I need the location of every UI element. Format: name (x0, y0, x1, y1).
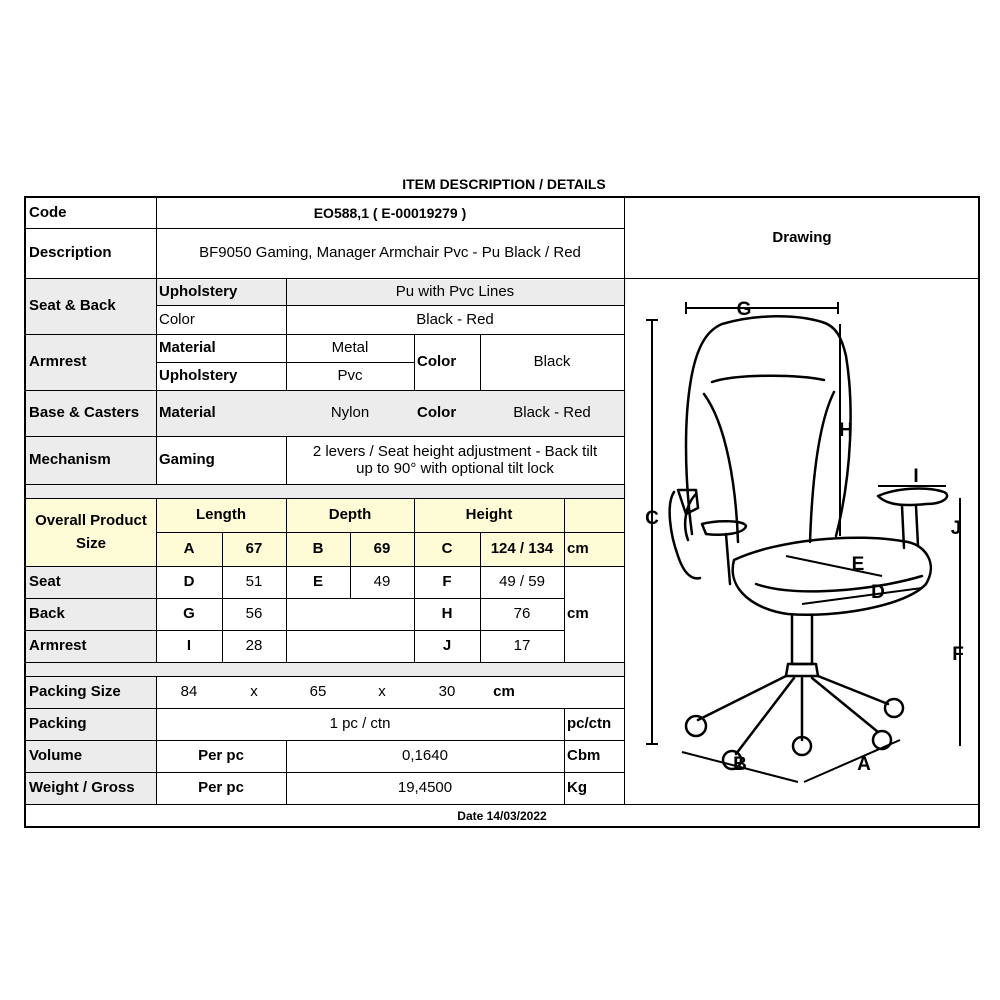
length-header: Length (196, 506, 246, 524)
packing-length: 84 (180, 683, 198, 701)
key-d: D (183, 573, 195, 591)
value-a: 67 (245, 540, 263, 558)
weight-label: Weight / Gross (29, 779, 135, 797)
overall-size-line-1: Overall Product (35, 511, 147, 529)
volume-unit: Cbm (567, 747, 601, 765)
letter-h: H (839, 420, 853, 441)
value-f: 49 / 59 (499, 573, 545, 591)
chair-drawing (626, 284, 978, 800)
key-a: A (183, 540, 195, 558)
mechanism-line-1: 2 levers / Seat height adjustment - Back tilt (312, 442, 598, 460)
letter-b: B (733, 754, 747, 775)
left-armrest (670, 492, 700, 578)
key-f: F (442, 573, 452, 591)
armrest-upholstery-label: Upholstery (159, 367, 238, 385)
key-i: I (186, 637, 192, 655)
backrest-outline (686, 316, 851, 536)
key-h: H (441, 605, 453, 623)
description-value: BF9050 Gaming, Manager Armchair Pvc - Pu Black / Red (199, 244, 581, 262)
armrest-upholstery-value: Pvc (337, 367, 363, 385)
letter-e: E (851, 554, 865, 575)
letter-i: I (913, 466, 919, 487)
date-footer: Date 14/03/2022 (457, 809, 547, 823)
armrest-material-label: Material (159, 339, 216, 357)
base-material-value: Nylon (330, 404, 370, 422)
armrest-color-label: Color (417, 353, 457, 371)
seat-back-upholstery-label: Upholstery (159, 282, 238, 300)
seat-back-color-value: Black - Red (416, 310, 494, 328)
key-e: E (312, 573, 323, 591)
key-b: B (312, 540, 324, 558)
letter-c: C (645, 508, 659, 529)
volume-value: 0,1640 (402, 747, 448, 765)
code-value: EO588,1 ( E-00019279 ) (313, 204, 467, 221)
overall-unit: cm (567, 540, 589, 558)
seat-dim-label: Seat (29, 573, 61, 591)
letter-a: A (857, 754, 871, 775)
armrest-color-value: Black (533, 353, 571, 371)
height-header: Height (465, 506, 513, 524)
packing-unit: pc/ctn (567, 715, 612, 733)
value-h: 76 (513, 605, 531, 623)
armrest-label: Armrest (29, 353, 87, 371)
seat-back-label: Seat & Back (29, 297, 116, 315)
key-j: J (442, 637, 452, 655)
packing-size-label: Packing Size (29, 683, 121, 701)
value-i: 28 (245, 637, 263, 655)
mechanism-label: Mechanism (29, 451, 111, 469)
mechanism-type: Gaming (159, 451, 215, 469)
overall-size-line-2: Size (75, 535, 106, 552)
code-label: Code (29, 204, 67, 222)
letter-g: G (736, 299, 752, 320)
packing-height: 30 (438, 683, 456, 701)
value-c: 124 / 134 (490, 540, 554, 558)
key-c: C (441, 540, 453, 558)
depth-header: Depth (328, 506, 372, 524)
letter-f: F (952, 644, 964, 665)
letter-d: D (871, 582, 885, 603)
packing-width: 65 (309, 683, 327, 701)
weight-per: Per pc (198, 779, 244, 797)
value-g: 56 (245, 605, 263, 623)
packing-value: 1 pc / ctn (329, 715, 391, 733)
base-color-label: Color (417, 404, 457, 422)
sheet-title: ITEM DESCRIPTION / DETAILS (402, 176, 606, 192)
weight-unit: Kg (567, 779, 587, 797)
base-color-value: Black - Red (513, 404, 591, 422)
base-material-label: Material (159, 404, 216, 422)
weight-value: 19,4500 (397, 779, 453, 797)
packing-label: Packing (29, 715, 87, 733)
volume-per: Per pc (198, 747, 244, 765)
seat-back-color-label: Color (159, 310, 195, 328)
dimension-a-line (804, 740, 900, 782)
mechanism-line-2: up to 90° with optional tilt lock (356, 460, 554, 477)
letter-j: J (950, 518, 962, 539)
value-b: 69 (373, 540, 391, 558)
back-dim-label: Back (29, 605, 65, 623)
gray-band (26, 662, 626, 676)
mechanism-description (286, 436, 624, 484)
volume-label: Volume (29, 747, 83, 765)
backrest-seam (712, 376, 824, 382)
seat-cushion (733, 538, 931, 615)
key-g: G (183, 605, 195, 623)
armrest-material-value: Metal (331, 339, 369, 357)
gray-band (26, 484, 626, 498)
right-armrest (878, 489, 947, 506)
value-j: 17 (513, 637, 531, 655)
description-label: Description (29, 244, 112, 262)
seat-back-upholstery-value: Pu with Pvc Lines (395, 282, 515, 300)
packing-x-1: x (250, 683, 258, 701)
value-d: 51 (245, 573, 263, 591)
overall-size-label (26, 498, 156, 566)
drawing-label: Drawing (772, 229, 832, 247)
value-e: 49 (373, 573, 391, 591)
dimension-e-line (786, 556, 882, 576)
base-label: Base & Casters (29, 404, 140, 422)
packing-size-unit: cm (493, 683, 515, 701)
gas-lift (792, 616, 812, 664)
packing-x-2: x (378, 683, 386, 701)
armrest-dim-label: Armrest (29, 637, 87, 655)
dims-unit: cm (567, 605, 589, 623)
